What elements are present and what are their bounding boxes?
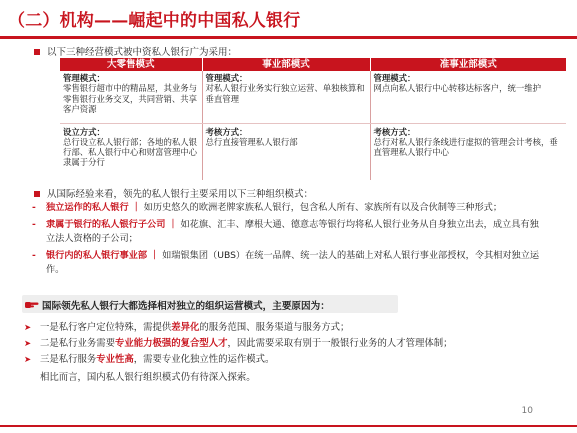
page-title: （二）机构——崛起中的中国私人银行	[8, 11, 301, 31]
cell-text: 零售银行超市中的精品屋，其业务与零售银行业务交叉，共同营销、共享客户资源	[63, 83, 197, 114]
reason-highlight: 专业性高	[96, 354, 134, 366]
separator: ｜	[168, 218, 178, 230]
list-item	[32, 201, 542, 216]
column-header-division: 事业部模式	[202, 58, 370, 71]
cell-text: 总行直接管理私人银行部	[205, 136, 298, 147]
dash-bullet-icon: -	[32, 249, 36, 261]
page-number: 10	[521, 406, 533, 416]
org-model-label: 银行内的私人银行事业部	[46, 249, 148, 261]
org-lead-text: 从国际经验来看，领先的私人银行主要采用以下三种组织模式：	[47, 189, 314, 200]
banner-text: 国际领先私人银行大都选择相对独立的组织运营模式，主要原因为：	[42, 301, 330, 312]
reason-text: 一是私行客户定位特殊，需提供	[40, 322, 172, 333]
title-divider	[0, 36, 577, 39]
square-bullet-icon	[34, 49, 40, 55]
closing-text: 相比而言，国内私人银行组织模式仍有待深入探索。	[40, 372, 256, 383]
reason-text: 三是私行服务	[40, 354, 97, 366]
list-item	[32, 249, 542, 278]
table-cell	[60, 71, 202, 123]
reason-text: 的服务范围、服务渠道与服务方式；	[199, 322, 350, 333]
pointing-hand-icon	[25, 298, 39, 310]
intro-text: 以下三种经营模式被中资私人银行广为采用：	[47, 47, 238, 58]
intro-line	[34, 44, 237, 58]
footer-divider	[0, 425, 577, 427]
cell-text: 对私人银行业务实行独立运营、单独核算和垂直管理	[205, 83, 365, 104]
cell-heading: 管理模式：	[205, 73, 248, 83]
reasons-list	[22, 320, 453, 369]
dash-bullet-icon: -	[32, 202, 36, 213]
list-item	[32, 218, 542, 247]
table-row	[60, 71, 566, 123]
org-lead-line	[34, 186, 313, 200]
org-model-list	[32, 201, 542, 280]
table-cell	[202, 123, 370, 180]
cell-heading: 考核方式：	[373, 126, 416, 137]
reason-highlight: 差异化	[171, 322, 200, 333]
table-cell	[202, 71, 370, 123]
table-cell	[370, 123, 566, 180]
table-cell	[60, 123, 202, 180]
org-model-label: 独立运作的私人银行	[46, 202, 129, 213]
cell-heading: 设立方式：	[63, 126, 105, 137]
cell-heading: 管理模式：	[63, 73, 105, 83]
column-header-retail: 大零售模式	[60, 58, 202, 71]
reason-text: ，需要专业化独立性的运作模式。	[133, 354, 275, 366]
list-item	[22, 336, 453, 352]
table-row	[60, 123, 566, 180]
business-models-table	[60, 58, 566, 180]
cell-heading: 管理模式：	[373, 73, 416, 83]
cell-text: 网点向私人银行中心转移达标客户，统一维护	[373, 83, 541, 94]
org-model-label: 隶属于银行的私人银行子公司	[46, 218, 166, 230]
table-header-row	[60, 58, 566, 71]
cell-heading: 考核方式：	[205, 126, 248, 137]
list-item	[22, 352, 453, 368]
separator: ｜	[149, 249, 160, 261]
column-header-quasi-division: 准事业部模式	[370, 58, 566, 71]
reason-text: 二是私行业务需要	[40, 338, 116, 350]
table-cell	[370, 71, 566, 123]
dash-bullet-icon: -	[32, 218, 36, 230]
reason-highlight: 专业能力极强的复合型人才	[115, 338, 228, 350]
org-model-text: 如历史悠久的欧洲老牌家族私人银行，包含私人所有、家族所有以及合伙制等三种形式；	[143, 202, 503, 213]
org-model-text: 如瑞银集团（UBS）在统一品牌、统一法人的基础上对私人银行事业部授权，令其相对独立运作。	[46, 249, 540, 276]
arrow-bullet-icon: ➤	[24, 323, 32, 333]
cell-text: 总行设立私人银行部；各地的私人银行部、私人银行中心和财富管理中心隶属于分行	[63, 136, 197, 168]
org-model-text: 如花旗、汇丰、摩根大通、德意志等银行均将私人银行业务从自身独立出去，成立具有独立法人资格的子公司；	[46, 218, 539, 245]
square-bullet-icon	[34, 191, 40, 197]
separator: ｜	[131, 202, 141, 213]
arrow-bullet-icon: ➤	[24, 355, 32, 366]
arrow-bullet-icon: ➤	[24, 339, 32, 350]
reason-text: ，因此需要采取有别于一般银行业务的人才管理体制；	[227, 338, 453, 350]
list-item	[22, 320, 453, 336]
cell-text: 总行对私人银行条线进行虚拟的管理会计考核，垂直管理私人银行中心	[373, 136, 558, 158]
